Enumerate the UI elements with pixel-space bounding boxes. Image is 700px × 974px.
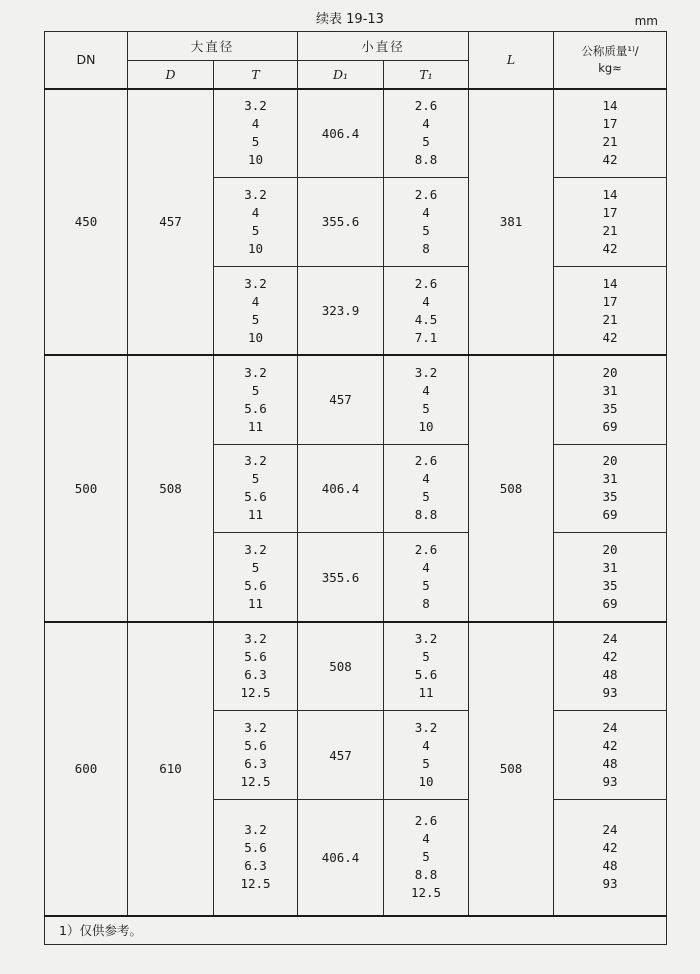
header-mass-line2: kg≈ (598, 60, 622, 75)
cell-t (214, 711, 298, 800)
cell-t1-value: 2.6 (414, 98, 438, 114)
cell-t1-value: 4 (422, 204, 430, 220)
cell-mass (554, 799, 667, 915)
table-row (45, 622, 667, 711)
cell-mass-value: 17 (602, 116, 618, 132)
cell-mass-value: 14 (602, 275, 618, 291)
cell-l: 508 (469, 355, 554, 622)
cell-t1-value: 5 (422, 649, 430, 665)
table-caption: 续表 19-13 (316, 12, 384, 27)
cell-t1-value: 3.2 (414, 720, 438, 736)
cell-mass-value: 69 (602, 418, 618, 434)
cell-mass-value: 35 (602, 489, 618, 505)
cell-t1-value: 8.8 (414, 867, 438, 883)
cell-t-value: 12.5 (240, 685, 271, 701)
cell-t1-value: 8.8 (414, 152, 438, 168)
cell-t1-value: 4 (422, 116, 430, 132)
cell-t-value: 11 (247, 596, 264, 612)
cell-mass-value: 69 (602, 596, 618, 612)
cell-t-value: 5.6 (244, 840, 267, 856)
cell-t1-value: 11 (418, 685, 434, 701)
footnote: 1）仅供参考。 (45, 916, 667, 945)
cell-mass-value: 42 (602, 240, 618, 256)
cell-t (214, 355, 298, 444)
header-l: L (469, 32, 554, 89)
cell-mass-value: 17 (602, 293, 618, 309)
cell-t1-value: 5 (422, 134, 430, 150)
cell-mass-value: 69 (602, 507, 618, 523)
cell-d1: 406.4 (298, 444, 384, 533)
cell-t-value: 3.2 (244, 542, 267, 558)
cell-t1-value: 3.2 (414, 364, 438, 380)
cell-mass-value: 93 (602, 876, 618, 892)
cell-mass-value: 24 (602, 631, 618, 647)
cell-t-value: 5 (251, 471, 260, 487)
header-dn: DN (45, 32, 128, 89)
cell-mass (554, 711, 667, 800)
cell-t (214, 178, 298, 267)
cell-mass-value: 42 (602, 738, 618, 754)
cell-t-value: 5.6 (244, 738, 267, 754)
cell-mass (554, 533, 667, 622)
cell-t1-value: 5 (422, 400, 430, 416)
cell-t-value: 5 (251, 382, 260, 398)
cell-mass (554, 355, 667, 444)
cell-t (214, 266, 298, 355)
cell-mass-value: 20 (602, 542, 618, 558)
cell-mass-value: 21 (602, 134, 618, 150)
cell-mass-value: 35 (602, 400, 618, 416)
cell-t1-value: 5 (422, 578, 430, 594)
dimension-table (44, 31, 667, 945)
cell-t-value: 5 (251, 222, 260, 238)
cell-t-value: 11 (247, 507, 264, 523)
cell-t (214, 799, 298, 915)
cell-t-value: 10 (247, 240, 264, 256)
cell-mass-value: 31 (602, 560, 618, 576)
cell-l: 508 (469, 622, 554, 916)
cell-t1 (384, 89, 469, 178)
cell-d1: 508 (298, 622, 384, 711)
cell-t-value: 11 (247, 418, 264, 434)
cell-t1-value: 2.6 (414, 186, 438, 202)
cell-t1-value: 5 (422, 489, 430, 505)
cell-t1 (384, 533, 469, 622)
header-mass (554, 32, 667, 89)
cell-mass-value: 21 (602, 222, 618, 238)
cell-t1-value: 8 (422, 240, 430, 256)
cell-d1: 406.4 (298, 89, 384, 178)
cell-mass-value: 42 (602, 152, 618, 168)
cell-d: 610 (128, 622, 214, 916)
cell-t1-value: 5 (422, 222, 430, 238)
cell-t1-value: 8.8 (414, 507, 438, 523)
cell-t-value: 3.2 (244, 186, 267, 202)
header-row-1 (45, 32, 667, 61)
cell-t1-value: 4 (422, 293, 430, 309)
cell-mass-value: 17 (602, 204, 618, 220)
cell-mass (554, 89, 667, 178)
cell-t-value: 5.6 (244, 489, 267, 505)
cell-t-value: 12.5 (240, 774, 271, 790)
cell-t-value: 6.3 (244, 858, 267, 874)
cell-t1 (384, 355, 469, 444)
header-t1: T₁ (384, 60, 469, 89)
cell-mass-value: 48 (602, 858, 618, 874)
cell-t1-value: 5 (422, 849, 430, 865)
cell-t-value: 3.2 (244, 720, 267, 736)
cell-t1-value: 7.1 (414, 329, 438, 345)
cell-mass (554, 178, 667, 267)
cell-t1 (384, 444, 469, 533)
header-t: T (214, 60, 298, 89)
cell-t1-value: 4 (422, 382, 430, 398)
cell-t (214, 622, 298, 711)
cell-t1-value: 5 (422, 756, 430, 772)
cell-t-value: 5.6 (244, 649, 267, 665)
cell-t1-value: 2.6 (414, 275, 438, 291)
header-d: D (128, 60, 214, 89)
cell-d1: 457 (298, 355, 384, 444)
cell-l: 381 (469, 89, 554, 356)
cell-mass-value: 35 (602, 578, 618, 594)
cell-t1-value: 4 (422, 471, 430, 487)
header-small-diameter: 小直径 (298, 32, 469, 61)
cell-t1-value: 10 (418, 418, 434, 434)
cell-t1-value: 2.6 (414, 453, 438, 469)
cell-mass-value: 93 (602, 774, 618, 790)
header-d1: D₁ (298, 60, 384, 89)
cell-mass-value: 42 (602, 840, 618, 856)
cell-mass-value: 24 (602, 822, 618, 838)
cell-d: 457 (128, 89, 214, 356)
cell-t (214, 533, 298, 622)
cell-mass-value: 31 (602, 382, 618, 398)
cell-mass-value: 14 (602, 186, 618, 202)
cell-t1 (384, 711, 469, 800)
cell-t1-value: 5.6 (414, 667, 438, 683)
cell-d1: 406.4 (298, 799, 384, 915)
cell-t1-value: 4 (422, 831, 430, 847)
cell-t1-value: 10 (418, 774, 434, 790)
cell-mass-value: 48 (602, 756, 618, 772)
cell-mass-value: 42 (602, 329, 618, 345)
cell-mass-value: 93 (602, 685, 618, 701)
footnote-row (45, 916, 667, 945)
table-row (45, 89, 667, 178)
cell-t1-value: 8 (422, 596, 430, 612)
header-large-diameter: 大直径 (128, 32, 298, 61)
cell-t1-value: 2.6 (414, 813, 438, 829)
cell-t-value: 6.3 (244, 756, 267, 772)
cell-t1 (384, 799, 469, 915)
cell-mass-value: 42 (602, 649, 618, 665)
cell-d: 508 (128, 355, 214, 622)
cell-t-value: 4 (251, 116, 260, 132)
cell-t-value: 10 (247, 329, 264, 345)
cell-t (214, 444, 298, 533)
cell-t-value: 6.3 (244, 667, 267, 683)
cell-t-value: 3.2 (244, 98, 267, 114)
cell-t-value: 4 (251, 204, 260, 220)
cell-t-value: 3.2 (244, 275, 267, 291)
cell-mass (554, 266, 667, 355)
cell-mass-value: 20 (602, 364, 618, 380)
cell-t1-value: 4 (422, 560, 430, 576)
cell-d1: 323.9 (298, 266, 384, 355)
cell-d1: 457 (298, 711, 384, 800)
cell-t1-value: 12.5 (410, 885, 442, 901)
header-mass-line1: 公称质量¹⁾/ (581, 43, 639, 58)
cell-t1-value: 2.6 (414, 542, 438, 558)
table-row (45, 355, 667, 444)
cell-mass-value: 20 (602, 453, 618, 469)
cell-t-value: 5.6 (244, 578, 267, 594)
cell-dn: 450 (45, 89, 128, 356)
cell-t (214, 89, 298, 178)
cell-t1-value: 4 (422, 738, 430, 754)
cell-t-value: 3.2 (244, 822, 267, 838)
cell-t-value: 5 (251, 311, 260, 327)
cell-mass-value: 24 (602, 720, 618, 736)
cell-mass-value: 14 (602, 98, 618, 114)
unit-label: mm (634, 14, 658, 28)
cell-t-value: 5 (251, 134, 260, 150)
cell-t-value: 3.2 (244, 453, 267, 469)
cell-dn: 500 (45, 355, 128, 622)
cell-t-value: 5 (251, 560, 260, 576)
cell-mass-value: 48 (602, 667, 618, 683)
cell-d1: 355.6 (298, 178, 384, 267)
cell-mass (554, 444, 667, 533)
cell-d1: 355.6 (298, 533, 384, 622)
cell-t1-value: 3.2 (414, 631, 438, 647)
cell-mass-value: 21 (602, 311, 618, 327)
cell-mass-value: 31 (602, 471, 618, 487)
cell-t-value: 12.5 (240, 876, 271, 892)
cell-mass (554, 622, 667, 711)
cell-t1 (384, 266, 469, 355)
cell-t-value: 3.2 (244, 364, 267, 380)
cell-t-value: 3.2 (244, 631, 267, 647)
cell-t-value: 10 (247, 152, 264, 168)
cell-t-value: 4 (251, 293, 260, 309)
cell-t-value: 5.6 (244, 400, 267, 416)
cell-dn: 600 (45, 622, 128, 916)
cell-t1 (384, 178, 469, 267)
cell-t1-value: 4.5 (414, 311, 438, 327)
cell-t1 (384, 622, 469, 711)
